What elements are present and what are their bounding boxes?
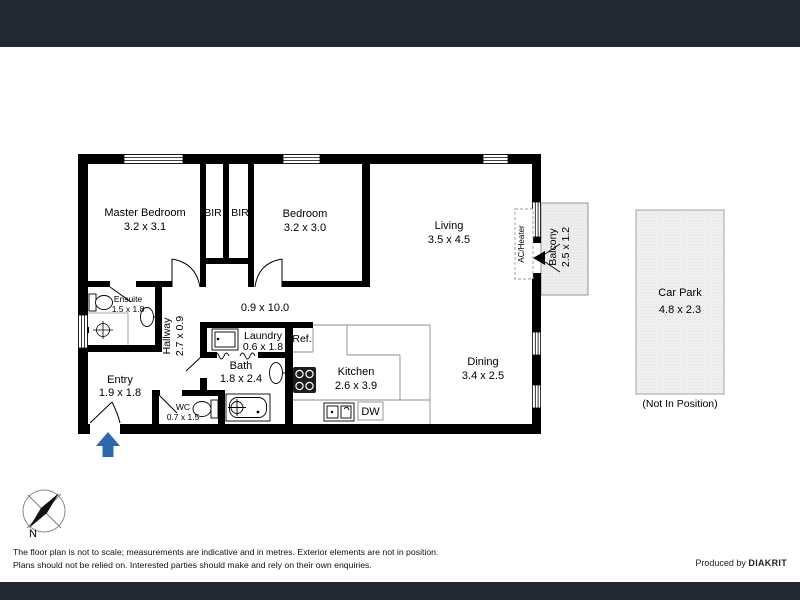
corridor-dims-label bbox=[241, 302, 289, 314]
window-icon bbox=[79, 315, 88, 348]
room-label-bedroom bbox=[283, 208, 328, 234]
disclaimer-line-1: The floor plan is not to scale; measurements are indicative and in metres. Exterior elements are not in position. bbox=[13, 547, 439, 557]
room-name: Bedroom bbox=[282, 208, 328, 220]
compass bbox=[23, 490, 65, 540]
room-label-dining bbox=[462, 356, 504, 382]
shower-icon bbox=[88, 313, 128, 345]
room-dims: 0.7 x 1.5 bbox=[166, 412, 200, 422]
carpark-label: Car Park bbox=[658, 287, 702, 299]
disclaimer-text bbox=[13, 546, 438, 572]
dishwasher-label: DW bbox=[361, 406, 380, 418]
room-name: Entry bbox=[107, 374, 133, 386]
room-name: BIR bbox=[231, 207, 249, 219]
room-name: Laundry bbox=[244, 330, 282, 342]
room-dims: 2.6 x 3.9 bbox=[334, 380, 378, 392]
entry-arrow-icon bbox=[96, 432, 120, 457]
door-swing-icon bbox=[255, 259, 282, 287]
door-swing-icon bbox=[172, 259, 200, 287]
label: Ref. bbox=[292, 333, 312, 345]
basin-icon bbox=[270, 363, 286, 384]
room-label-ensuite bbox=[112, 294, 145, 314]
room-name: Hallway bbox=[161, 317, 173, 355]
room-dims: 1.8 x 2.4 bbox=[219, 373, 263, 385]
room-name: Living bbox=[434, 220, 464, 232]
room-name: Bath bbox=[229, 360, 253, 372]
room-label-master bbox=[104, 207, 185, 233]
room-name: Master Bedroom bbox=[104, 207, 186, 219]
room-label-entry bbox=[99, 374, 141, 399]
room-dims: 3.2 x 3.1 bbox=[123, 221, 167, 233]
room-name: WC bbox=[175, 402, 191, 412]
toilet-icon bbox=[89, 294, 113, 311]
balcony-label: Balcony bbox=[547, 228, 559, 266]
stove-icon bbox=[293, 367, 316, 393]
bifold-door-icon bbox=[214, 353, 255, 359]
room-dims: 1.5 x 1.8 bbox=[111, 304, 145, 314]
ac-heater-unit bbox=[515, 209, 533, 279]
room-label-living bbox=[428, 220, 470, 246]
window-icon bbox=[283, 155, 320, 164]
compass-needle-icon bbox=[29, 493, 59, 528]
carpark-area bbox=[636, 210, 724, 410]
door-swing-icon bbox=[160, 396, 177, 413]
carpark-note: (Not In Position) bbox=[642, 398, 718, 410]
window-icon bbox=[533, 202, 541, 237]
produced-by bbox=[695, 558, 787, 568]
room-label-kitchen bbox=[335, 366, 377, 392]
dishwasher bbox=[358, 402, 383, 420]
balcony-area bbox=[541, 203, 588, 295]
bottom-bar bbox=[0, 582, 800, 600]
window-icon bbox=[483, 155, 508, 164]
door-swing-icon bbox=[90, 402, 120, 423]
room-label-bir2 bbox=[231, 207, 249, 219]
carpark-dims: 4.8 x 2.3 bbox=[658, 304, 702, 316]
room-label-hallway bbox=[161, 316, 186, 356]
disclaimer-line-2: Plans should not be relied on. Interested parties should make and rely on their own enquiries. bbox=[13, 560, 372, 570]
room-name: Dining bbox=[467, 356, 499, 368]
room-dims: 1.9 x 1.8 bbox=[98, 387, 142, 399]
room-dims: 2.7 x 0.9 bbox=[174, 315, 186, 357]
room-name: BIR bbox=[204, 207, 222, 219]
room-label-bir1 bbox=[204, 207, 222, 219]
door-swing-icon bbox=[186, 357, 201, 371]
room-dims: 0.9 x 10.0 bbox=[240, 302, 290, 314]
compass-north-label: N bbox=[29, 528, 37, 540]
ac-heater-label: AC/Heater bbox=[517, 225, 526, 263]
window-icon bbox=[533, 332, 541, 355]
room-label-bath bbox=[220, 360, 262, 385]
window-icon bbox=[533, 385, 541, 408]
room-name: Kitchen bbox=[337, 366, 375, 378]
room-dims: 0.6 x 1.8 bbox=[242, 341, 284, 353]
laundry-sink-icon bbox=[212, 329, 238, 350]
window-icon bbox=[124, 155, 183, 164]
brand-logo-text: DIAKRIT bbox=[748, 558, 787, 568]
kitchen-sink-icon bbox=[324, 403, 354, 421]
ref-label bbox=[292, 333, 311, 345]
room-dims: 3.4 x 2.5 bbox=[461, 370, 505, 382]
room-dims: 3.2 x 3.0 bbox=[283, 222, 327, 234]
balcony-dims: 2.5 x 1.2 bbox=[560, 226, 572, 268]
produced-by-text: Produced by bbox=[695, 558, 746, 568]
room-name: Ensuite bbox=[113, 294, 143, 304]
bathtub-icon bbox=[226, 394, 270, 421]
room-dims: 3.5 x 4.5 bbox=[427, 234, 471, 246]
room-label-laundry bbox=[243, 330, 283, 353]
